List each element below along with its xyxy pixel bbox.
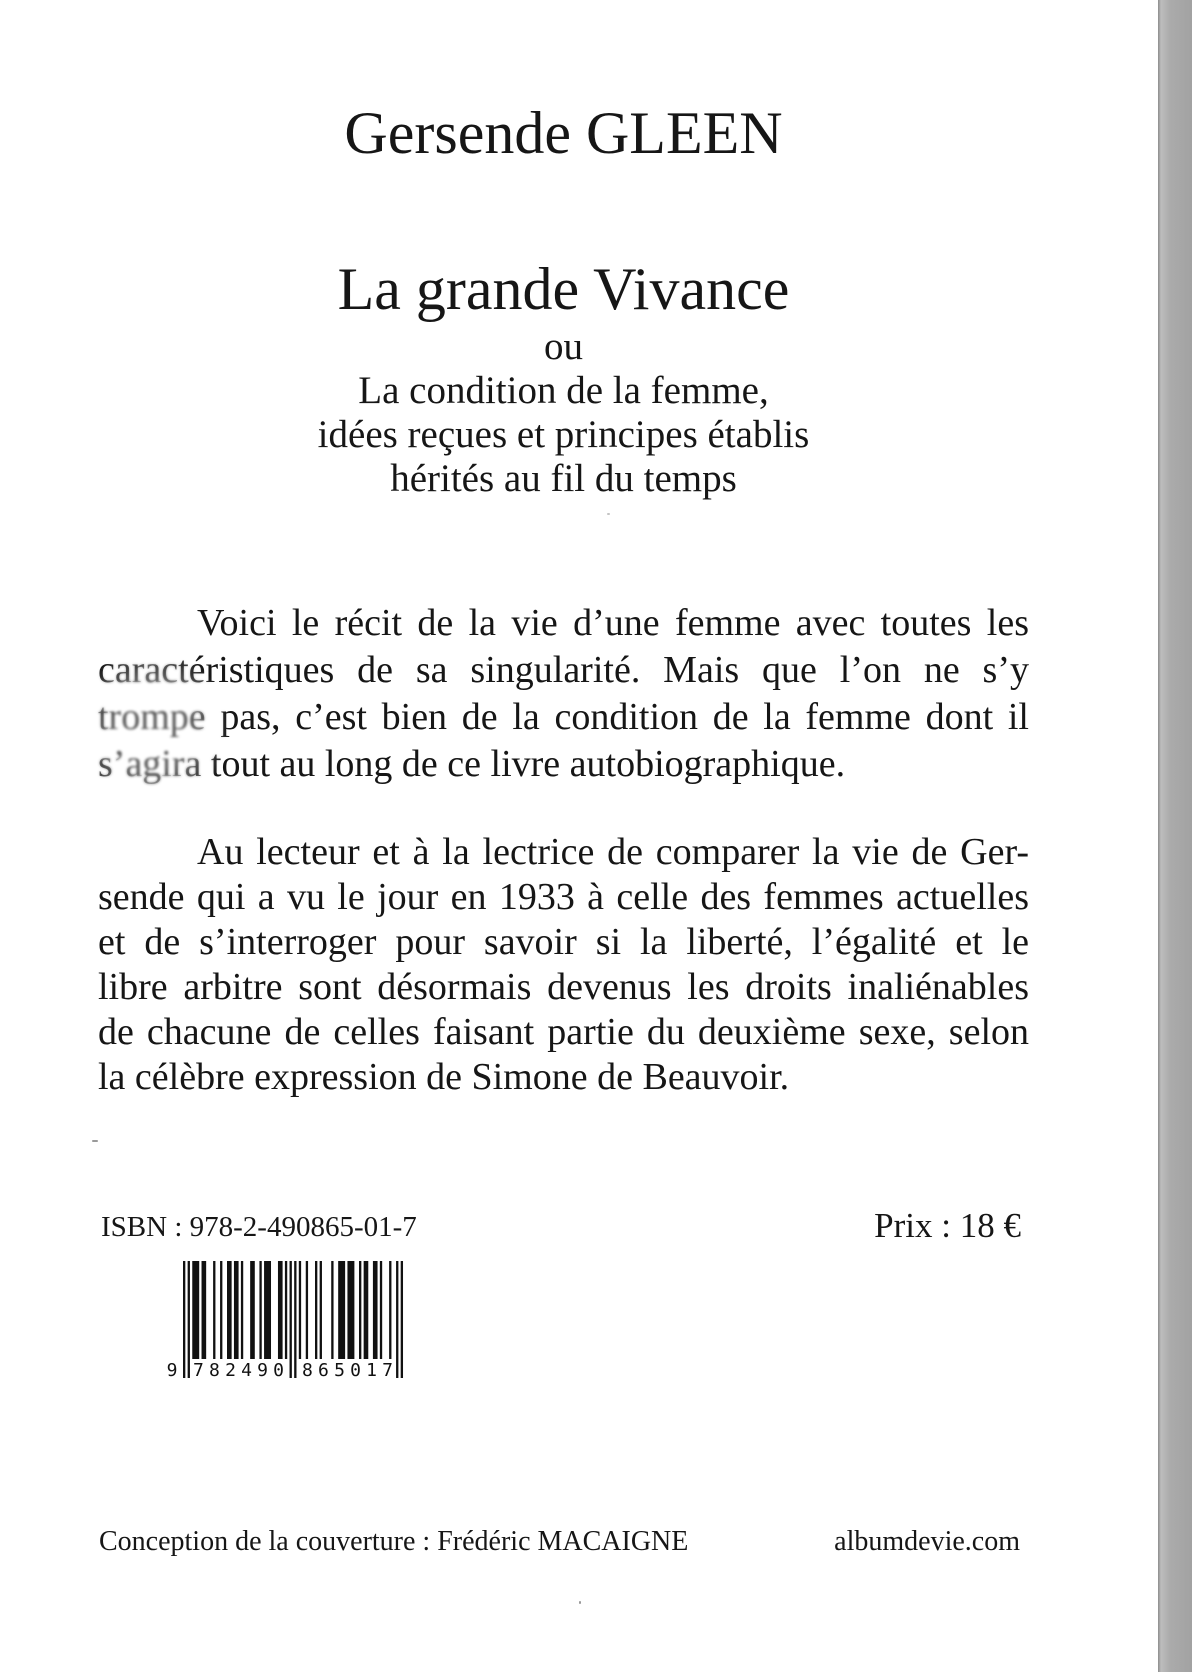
barcode-bar	[259, 1261, 261, 1359]
subtitle-line: hérités au fil du temps	[390, 457, 737, 500]
barcode-bar	[331, 1261, 333, 1359]
barcode-bar	[359, 1261, 361, 1359]
page-edge-shadow	[1158, 0, 1192, 1672]
publisher-website: albumdevie.com	[834, 1526, 1020, 1557]
barcode-bar	[250, 1261, 255, 1359]
barcode-guard-bar	[396, 1261, 398, 1378]
blurb-line: caractéristiques de sa singularité. Mais que l’on ne s’y	[98, 649, 1029, 691]
barcode-bar	[347, 1261, 354, 1359]
barcode-bar	[338, 1261, 345, 1359]
book-subtitle	[98, 325, 1029, 501]
barcode-guard-bar	[290, 1261, 292, 1378]
barcode-first-digit: 9	[166, 1360, 178, 1381]
barcode-bar	[241, 1261, 243, 1359]
barcode-left-digits: 782490	[193, 1360, 284, 1381]
subtitle-line: ou	[544, 325, 583, 368]
barcode-bar	[227, 1261, 232, 1359]
cover-design-credit: Conception de la couverture : Frédéric MACAIGNE	[99, 1526, 689, 1557]
blurb-paragraph	[98, 600, 1029, 788]
barcode-bar	[192, 1261, 199, 1359]
barcode-right-digits: 865017	[302, 1360, 393, 1381]
book-title: La grande Vivance	[337, 256, 790, 322]
barcode-bar	[373, 1261, 378, 1359]
blurb-paragraph	[98, 830, 1029, 1100]
barcode-guard-bar	[401, 1261, 403, 1378]
barcode-bar	[285, 1261, 287, 1359]
subtitle-line: idées reçues et principes établis	[317, 413, 810, 456]
blurb-line: s’agira tout au long de ce livre autobiographique.	[98, 743, 846, 785]
barcode-guard-bar	[188, 1261, 190, 1378]
isbn-label: ISBN : 978-2-490865-01-7	[101, 1211, 417, 1243]
barcode	[150, 1261, 410, 1383]
scan-speck	[579, 1601, 581, 1604]
blurb-line: et de s’interroger pour savoir si la liberté, l’égalité et le	[98, 921, 1029, 963]
scan-blur-smudge	[88, 648, 228, 798]
barcode-bar	[306, 1261, 308, 1359]
subtitle-line: La condition de la femme,	[358, 369, 769, 412]
barcode-bar	[264, 1261, 271, 1359]
barcode-bar	[380, 1261, 382, 1359]
blurb-line: Au lecteur et à la lectrice de comparer la vie de Ger-	[197, 831, 1029, 873]
barcode-bar	[315, 1261, 317, 1359]
barcode-bar	[234, 1261, 239, 1359]
barcode-guard-bar	[294, 1261, 296, 1378]
barcode-bar	[202, 1261, 207, 1359]
blurb-line: trompe pas, c’est bien de la condition de la femme dont il	[98, 696, 1029, 738]
scan-speck	[92, 1140, 98, 1142]
barcode-bar	[389, 1261, 391, 1359]
barcode-bar	[213, 1261, 215, 1359]
scan-speck	[607, 513, 610, 515]
barcode-bar	[220, 1261, 222, 1359]
blurb-line: libre arbitre sont désormais devenus les droits inaliénables	[98, 966, 1029, 1008]
blurb-line: Voici le récit de la vie d’une femme avec toutes les	[197, 602, 1029, 644]
blurb-line: de chacune de celles faisant partie du deuxième sexe, selon	[98, 1011, 1029, 1053]
blurb-line: sende qui a vu le jour en 1933 à celle des femmes actuelles	[98, 876, 1029, 918]
blurb-line: la célèbre expression de Simone de Beauvoir.	[98, 1056, 790, 1098]
barcode-bar	[299, 1261, 301, 1359]
barcode-bar	[364, 1261, 369, 1359]
barcode-bar	[278, 1261, 283, 1359]
barcode-guard-bar	[183, 1261, 185, 1378]
author-name: Gersende GLEEN	[344, 100, 783, 166]
price-label: Prix : 18 €	[874, 1206, 1021, 1245]
barcode-bar	[320, 1261, 322, 1359]
